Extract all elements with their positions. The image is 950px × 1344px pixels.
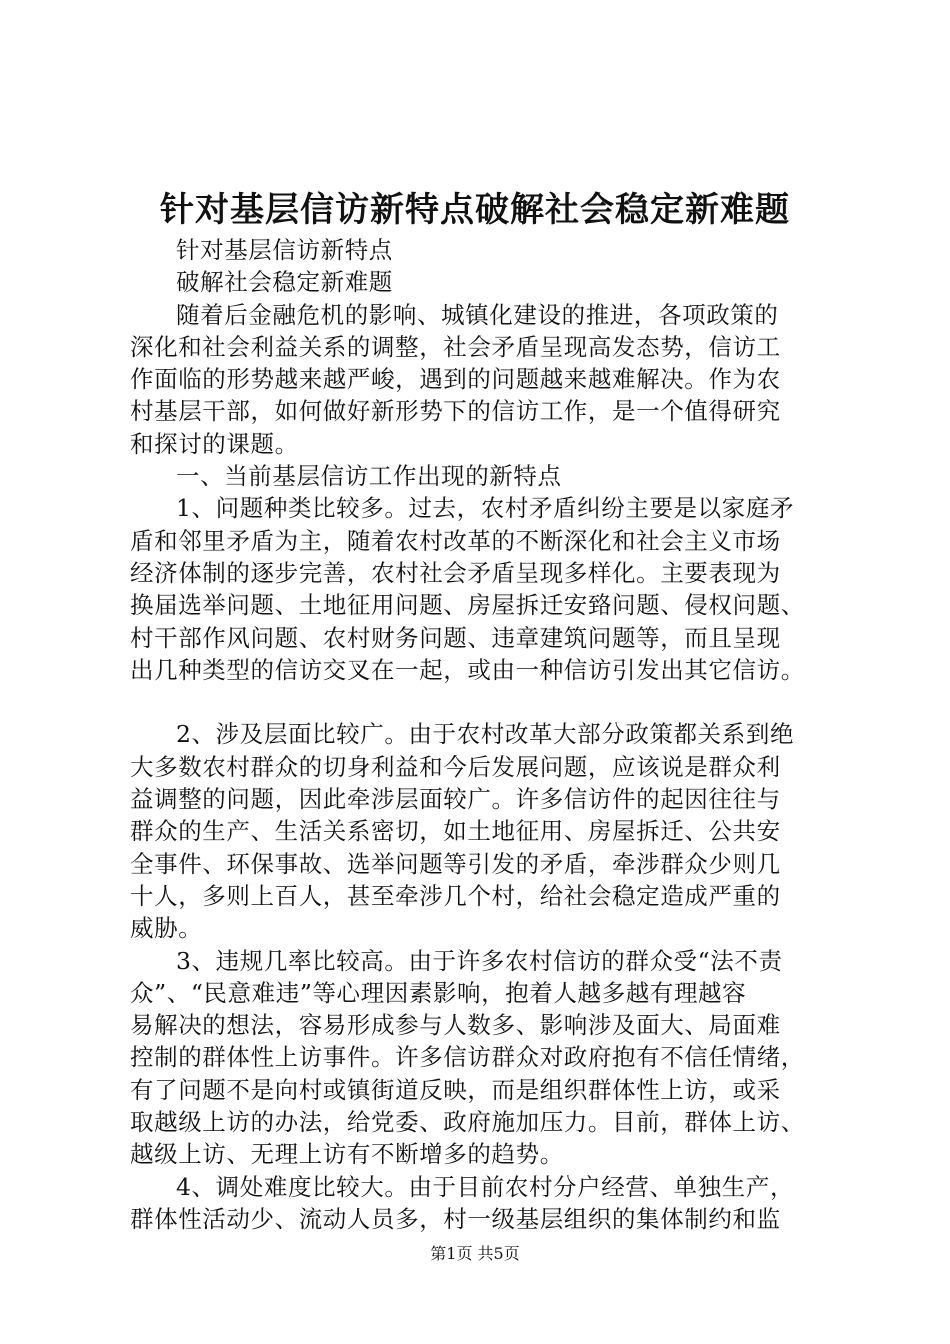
paragraph-line: 出几种类型的信访交叉在一起，或由一种信访引发出其它信访。 — [130, 655, 805, 684]
paragraph-line: 3、违规几率比较高。由于许多农村信访的群众受“法不责 — [176, 946, 783, 975]
page-footer: 第1页 共5页 — [430, 1244, 520, 1263]
paragraph-line: 群体性活动少、流动人员多，村一级基层组织的集体制约和监 — [130, 1204, 781, 1233]
section-heading: 一、当前基层信访工作出现的新特点 — [176, 462, 562, 491]
paragraph-line: 经济体制的逐步完善，农村社会矛盾呈现多样化。主要表现为 — [130, 558, 781, 587]
paragraph-line: 盾和邻里矛盾为主，随着农村改革的不断深化和社会主义市场 — [130, 526, 781, 555]
paragraph-line: 4、调处难度比较大。由于目前农村分户经营、单独生产， — [176, 1172, 795, 1201]
paragraph-line: 取越级上访的办法，给党委、政府施加压力。目前，群体上访、 — [130, 1108, 805, 1137]
paragraph-line: 大多数农村群众的切身利益和今后发展问题，应该说是群众利 — [130, 752, 781, 781]
paragraph-line: 易解决的想法，容易形成参与人数多、影响涉及面大、局面难 — [130, 1011, 781, 1040]
paragraph-line: 全事件、环保事故、选举问题等引发的矛盾，牵涉群众少则几 — [130, 849, 781, 878]
paragraph-line: 和探讨的课题。 — [130, 429, 299, 458]
paragraph-line: 越级上访、无理上访有不断增多的趋势。 — [130, 1140, 564, 1169]
paragraph-line: 2、涉及层面比较广。由于农村改革大部分政策都关系到绝 — [176, 720, 795, 749]
subtitle-line: 破解社会稳定新难题 — [176, 268, 393, 297]
blank-line — [130, 686, 830, 718]
document-title: 针对基层信访新特点破解社会稳定新难题 — [160, 190, 790, 230]
paragraph-line: 换届选举问题、土地征用问题、房屋拆迁安臵问题、侵权问题、 — [130, 591, 805, 620]
paragraph-line: 村干部作风问题、农村财务问题、违章建筑问题等，而且呈现 — [130, 623, 781, 652]
paragraph-line: 深化和社会利益关系的调整，社会矛盾呈现高发态势，信访工 — [130, 332, 781, 361]
paragraph-line: 控制的群体性上访事件。许多信访群众对政府抱有不信任情绪， — [130, 1043, 805, 1072]
document-body — [130, 234, 830, 1235]
paragraph-line: 威胁。 — [130, 914, 203, 943]
paragraph-line: 众”、“民意难违”等心理因素影响，抱着人越多越有理越容 — [130, 978, 747, 1007]
subtitle-line: 针对基层信访新特点 — [176, 236, 393, 264]
paragraph-line: 作面临的形势越来越严峻，遇到的问题越来越难解决。作为农 — [130, 365, 781, 394]
paragraph-line: 有了问题不是向村或镇街道反映，而是组织群体性上访，或采 — [130, 1075, 781, 1104]
paragraph-line: 十人，多则上百人，甚至牵涉几个村，给社会稳定造成严重的 — [130, 881, 781, 910]
paragraph-line: 随着后金融危机的影响、城镇化建设的推进，各项政策的 — [176, 300, 779, 329]
paragraph-line: 益调整的问题，因此牵涉层面较广。许多信访件的起因往往与 — [130, 785, 781, 814]
paragraph-line: 群众的生产、生活关系密切，如土地征用、房屋拆迁、公共安 — [130, 817, 781, 846]
paragraph-line: 村基层干部，如何做好新形势下的信访工作，是一个值得研究 — [130, 397, 781, 426]
paragraph-line: 1、问题种类比较多。过去，农村矛盾纠纷主要是以家庭矛 — [176, 494, 795, 523]
